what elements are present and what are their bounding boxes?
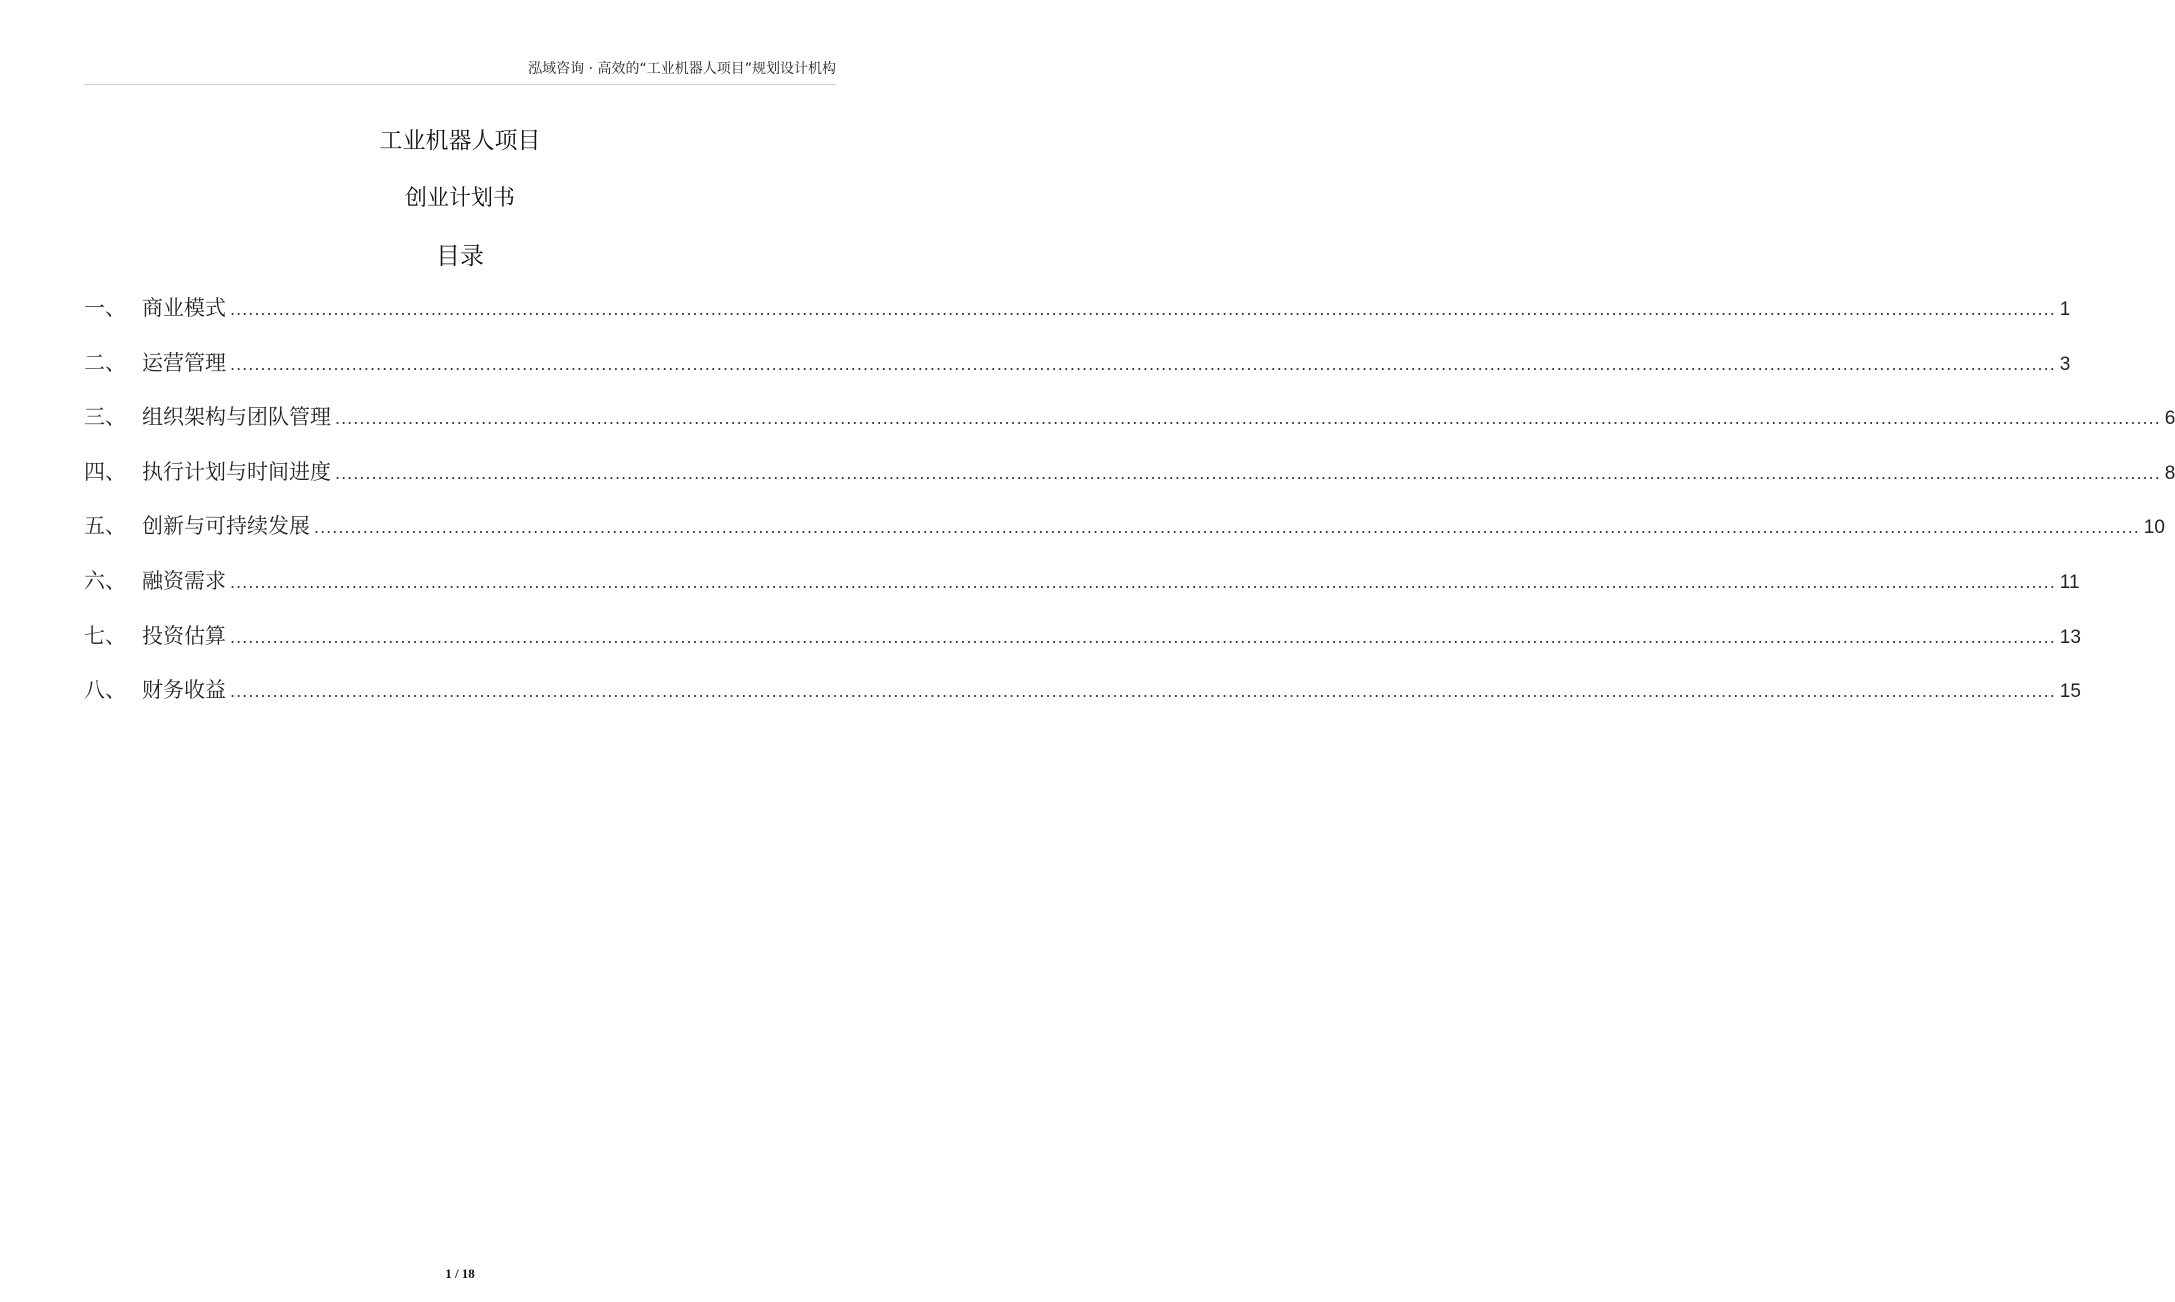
toc-entry-page: 3	[2059, 353, 2071, 375]
table-of-contents	[84, 292, 2175, 729]
toc-dot-leader: ............................................................................................................................................................................................................................................................................................................	[230, 572, 2056, 592]
toc-entry-financing[interactable]	[84, 565, 2080, 620]
toc-dot-leader: ............................................................................................................................................................................................................................................................................................................	[230, 354, 2056, 374]
toc-entry-page: 15	[2059, 681, 2081, 703]
toc-entry-page: 6	[2164, 408, 2175, 430]
toc-entry-number: 四、	[84, 459, 126, 484]
toc-dot-leader: ............................................................................................................................................................................................................................................................................................................	[314, 518, 2140, 538]
toc-entry-organization[interactable]	[84, 401, 2175, 456]
toc-entry-label: 投资估算	[142, 623, 226, 648]
toc-entry-number: 一、	[84, 296, 126, 320]
toc-entry-number: 五、	[84, 514, 126, 539]
toc-entry-page: 1	[2059, 299, 2071, 320]
toc-entry-label: 财务收益	[142, 678, 226, 703]
toc-entry-page: 11	[2059, 571, 2080, 593]
toc-entry-schedule[interactable]	[84, 456, 2175, 511]
toc-entry-label: 商业模式	[142, 296, 226, 320]
document-subtitle: 创业计划书	[404, 186, 515, 211]
toc-dot-leader: ............................................................................................................................................................................................................................................................................................................	[335, 463, 2161, 483]
toc-entry-business-model[interactable]	[84, 292, 2071, 347]
toc-entry-innovation[interactable]	[84, 510, 2165, 565]
header-divider	[84, 84, 836, 85]
toc-entry-number: 七、	[84, 623, 126, 648]
toc-dot-leader: ............................................................................................................................................................................................................................................................................................................	[230, 627, 2056, 647]
toc-entry-number: 二、	[84, 350, 126, 375]
toc-entry-operations[interactable]	[84, 347, 2071, 402]
toc-entry-number: 六、	[84, 568, 126, 593]
toc-entry-page: 10	[2143, 517, 2165, 539]
toc-dot-leader: ............................................................................................................................................................................................................................................................................................................	[335, 409, 2161, 429]
toc-entry-label: 执行计划与时间进度	[142, 459, 331, 484]
toc-entry-label: 创新与可持续发展	[142, 514, 310, 539]
toc-dot-leader: ............................................................................................................................................................................................................................................................................................................	[230, 682, 2056, 702]
toc-entry-number: 八、	[84, 678, 126, 703]
document-title: 工业机器人项目	[379, 128, 541, 154]
running-header: 泓域咨询 · 高效的“工业机器人项目”规划设计机构	[528, 61, 836, 77]
toc-entry-label: 运营管理	[142, 350, 226, 375]
page-number: 1 / 18	[445, 1266, 475, 1281]
toc-dot-leader: ............................................................................................................................................................................................................................................................................................................	[230, 300, 2056, 319]
toc-entry-label: 组织架构与团队管理	[142, 405, 331, 430]
toc-heading: 目录	[436, 242, 484, 270]
toc-entry-investment[interactable]	[84, 620, 2081, 675]
toc-entry-label: 融资需求	[142, 568, 226, 593]
toc-entry-financial-returns[interactable]	[84, 674, 2081, 729]
toc-entry-page: 13	[2059, 626, 2081, 648]
toc-entry-page: 8	[2164, 462, 2175, 484]
toc-entry-number: 三、	[84, 405, 126, 430]
